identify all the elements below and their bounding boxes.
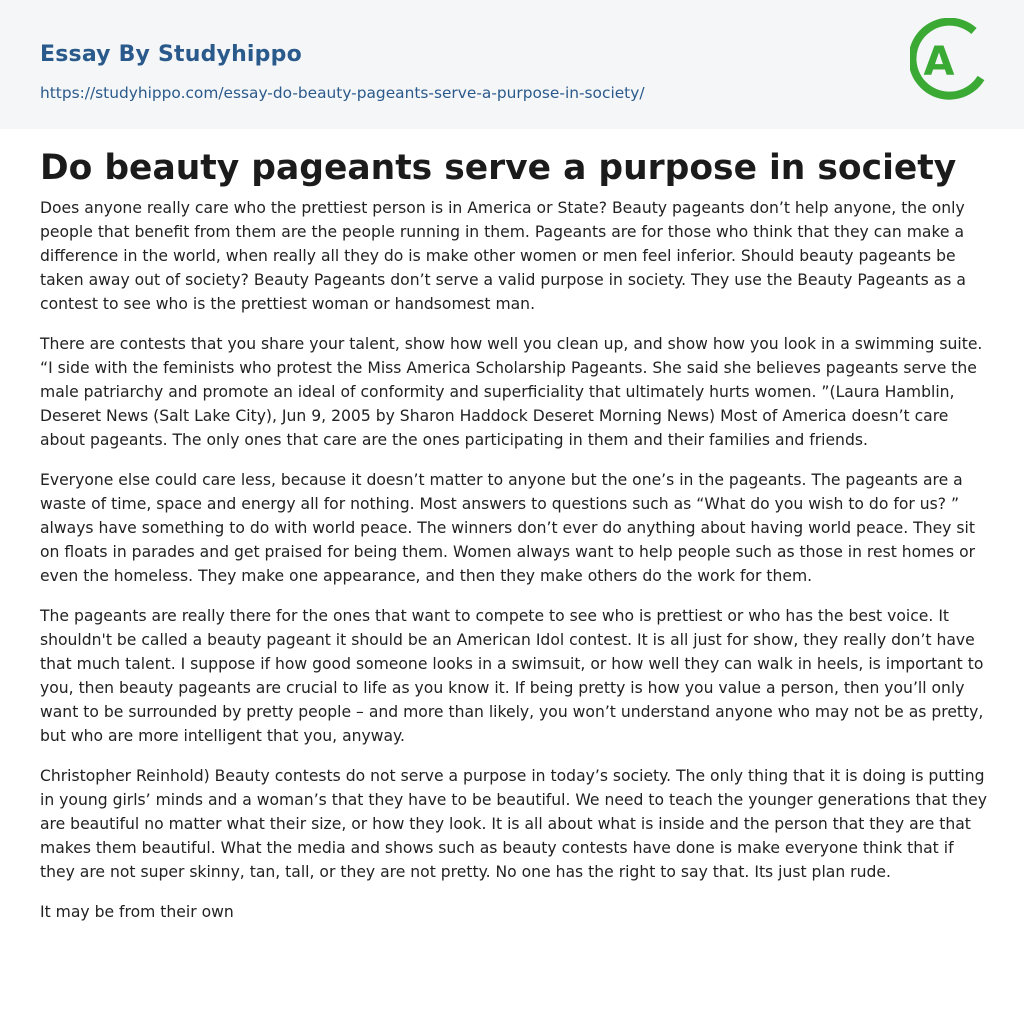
article-paragraph: There are contests that you share your talent, show how well you clean up, and show how you look in a swimming suite. “I side with the feminists who protest the Miss America Scholarship Pageants. She said she believes pageants serve the male patriarchy and promote an ideal of conformity and superficiality that ultimately hurts women. ”(Laura Hamblin, Deseret News (Salt Lake City), Jun 9, 2005 by Sharon Haddock Deseret Morning News) Most of America doesn’t care about pageants. The only ones that care are the ones participating in them and their families and friends. xyxy=(40,335,983,449)
logo-letter: A xyxy=(923,39,955,85)
page-url-link[interactable]: https://studyhippo.com/essay-do-beauty-pageants-serve-a-purpose-in-society/ xyxy=(40,84,645,102)
article xyxy=(40,145,990,924)
studyhippo-logo-icon[interactable] xyxy=(910,18,990,106)
article-paragraph: Christopher Reinhold) Beauty contests do not serve a purpose in today’s society. The only thing that it is doing is putting in young girls’ minds and a woman’s that they have to be beautiful. We need to teach the younger generations that they are beautiful no matter what their size, or how they look. It is all about what is inside and the person that they are that makes them beautiful. What the media and shows such as beauty contests have done is make everyone think that if they are not super skinny, tan, tall, or they are not pretty. No one has the right to say that. Its just plan rude. xyxy=(40,767,987,881)
article-paragraph: Everyone else could care less, because it doesn’t matter to anyone but the one’s in the pageants. The pageants are a waste of time, space and energy all for nothing. Most answers to questions such as “What do you wish to do for us? ” always have something to do with world peace. The winners don’t ever do anything about having world peace. They sit on floats in parades and get praised for being them. Women always want to help people such as those in rest homes or even the homeless. They make one appearance, and then they make others do the work for them. xyxy=(40,471,976,585)
article-paragraph: It may be from their own xyxy=(40,903,234,921)
site-header xyxy=(0,0,1024,129)
article-paragraph: The pageants are really there for the ones that want to compete to see who is prettiest or who has the best voice. It shouldn't be called a beauty pageant it should be an American Idol contest. It is all just for show, they really don’t have that much talent. I suppose if how good someone looks in a swimsuit, or how well they can walk in heels, is important to you, then beauty pageants are crucial to life as you know it. If being pretty is how you value a person, then you’ll only want to be surrounded by pretty people – and more than likely, you won’t understand anyone who may not be as pretty, but who are more intelligent that you, anyway. xyxy=(40,607,984,745)
article-paragraph: Does anyone really care who the prettiest person is in America or State? Beauty pageants don’t help anyone, the only people that benefit from them are the people running in them. Pageants are for those who think that they can make a difference in the world, when really all they do is make other women or men feel inferior. Should beauty pageants be taken away out of society? Beauty Pageants don’t serve a valid purpose in society. They use the Beauty Pageants as a contest to see who is the prettiest woman or handsomest man. xyxy=(40,199,966,313)
site-brand[interactable]: Essay By Studyhippo xyxy=(40,42,302,67)
page-title: Do beauty pageants serve a purpose in society xyxy=(40,148,957,188)
